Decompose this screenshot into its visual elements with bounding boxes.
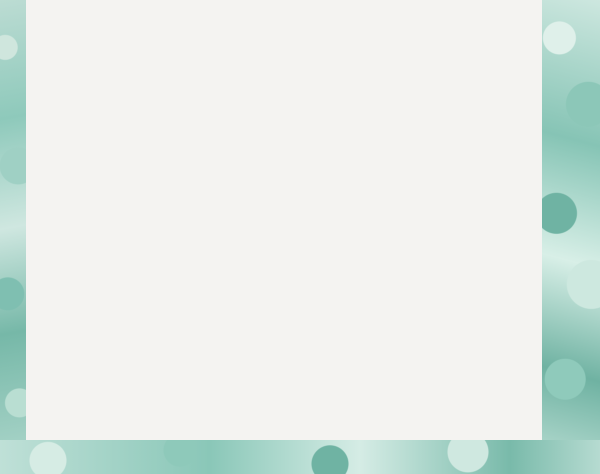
decorative-bottom-border — [0, 440, 600, 474]
decorative-right-border — [542, 0, 600, 474]
page-canvas — [26, 0, 542, 440]
decorative-left-border — [0, 0, 26, 474]
